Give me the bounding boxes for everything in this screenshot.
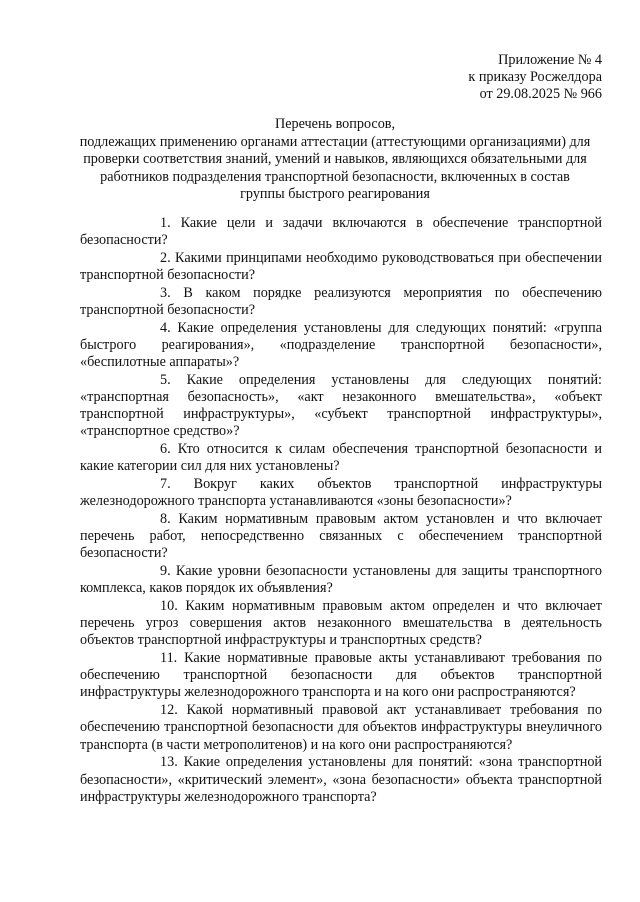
question-text: Какие цели и задачи включаются в обеспечение транспортной безопасности? [80,215,603,249]
question-number: 2. [160,249,171,266]
question-number: 10. [160,597,178,614]
question-number: 8. [160,510,171,527]
question-item [80,441,602,475]
question-text: Какие определения установлены для следующих понятий: «транспортная безопасность», «акт незаконного вмешательства», «объект транспортной инфраструктуры», «субъект транспортной инфраструктуры», «транспортное средство»? [80,371,603,440]
appendix-number: Приложение № 4 [498,52,602,68]
question-number: 13. [160,754,178,771]
question-number: 7. [160,476,171,493]
question-text: Какими принципами необходимо руководствоваться при обеспечении транспортной безопасности? [80,249,602,284]
question-item [80,250,602,284]
question-item [80,215,602,249]
question-item [80,372,602,441]
question-number: 3. [160,284,171,301]
question-item [80,702,602,754]
title-line-3: проверки соответствия знаний, умений и навыков, являющихся обязательными для [83,151,587,167]
document-title [70,116,600,204]
question-item [80,511,602,563]
question-number: 5. [160,371,171,388]
question-text: Какие определения установлены для понятий: «зона транспортной безопасности», «критический элемент», «зона безопасности» объекта транспортной инфраструктуры железнодорожного транспорта? [80,754,603,805]
question-number: 11. [160,650,178,667]
title-line-4: работников подразделения транспортной безопасности, включенных в состав [100,168,570,185]
question-item [80,598,602,650]
question-text: Какие нормативные правовые акты устанавливают требования по обеспечению транспортной безопасности для объектов транспортной инфраструктуры железнодорожного транспорта и на кого они распространяются? [80,650,602,701]
question-item [80,563,602,597]
question-number: 1. [160,215,171,231]
question-text: Кто относится к силам обеспечения транспортной безопасности и какие категории сил для них установлены? [80,441,603,475]
question-text: В каком порядке реализуются мероприятия по обеспечению транспортной безопасности? [80,284,602,319]
question-number: 9. [160,563,171,580]
question-number: 6. [160,441,171,458]
appendix-header [468,52,602,103]
title-line-2: подлежащих применению органами аттестации (аттестующими организациями) для [79,133,591,150]
question-item [80,320,602,372]
question-text: Вокруг каких объектов транспортной инфраструктуры железнодорожного транспорта устанавливаются «зоны безопасности»? [80,476,603,510]
question-text: Какие определения установлены для следующих понятий: «группа быстрого реагирования», «подразделение транспортной безопасности», «беспилотные аппараты»? [80,319,602,371]
question-text: Какие уровни безопасности установлены для защиты транспортного комплекса, каков порядок их объявления? [80,563,602,597]
question-number: 4. [160,319,171,336]
question-text: Каким нормативным правовым актом установлен и что включает перечень работ, непосредственно связанных с обеспечением транспортной безопасности? [80,510,603,562]
question-item [80,476,602,510]
question-text: Каким нормативным правовым актом определен и что включает перечень угроз совершения актов незаконного вмешательства в деятельность объектов транспортной инфраструктуры и транспортных средств? [80,597,602,649]
question-number: 12. [160,702,178,719]
title-line-5: группы быстрого реагирования [240,186,430,202]
question-item [80,754,602,806]
appendix-order-date: от 29.08.2025 № 966 [479,86,602,102]
appendix-order-ref: к приказу Росжелдора [468,69,602,85]
question-item [80,285,602,319]
title-line-1: Перечень вопросов, [274,116,396,132]
question-item [80,650,602,702]
questions-list [80,215,602,806]
question-text: Какой нормативный правовой акт устанавливает требования по обеспечению транспортной безопасности для объектов инфраструктуры внеуличного транспорта (в части метрополитенов) и на кого они распространяются? [80,702,602,753]
